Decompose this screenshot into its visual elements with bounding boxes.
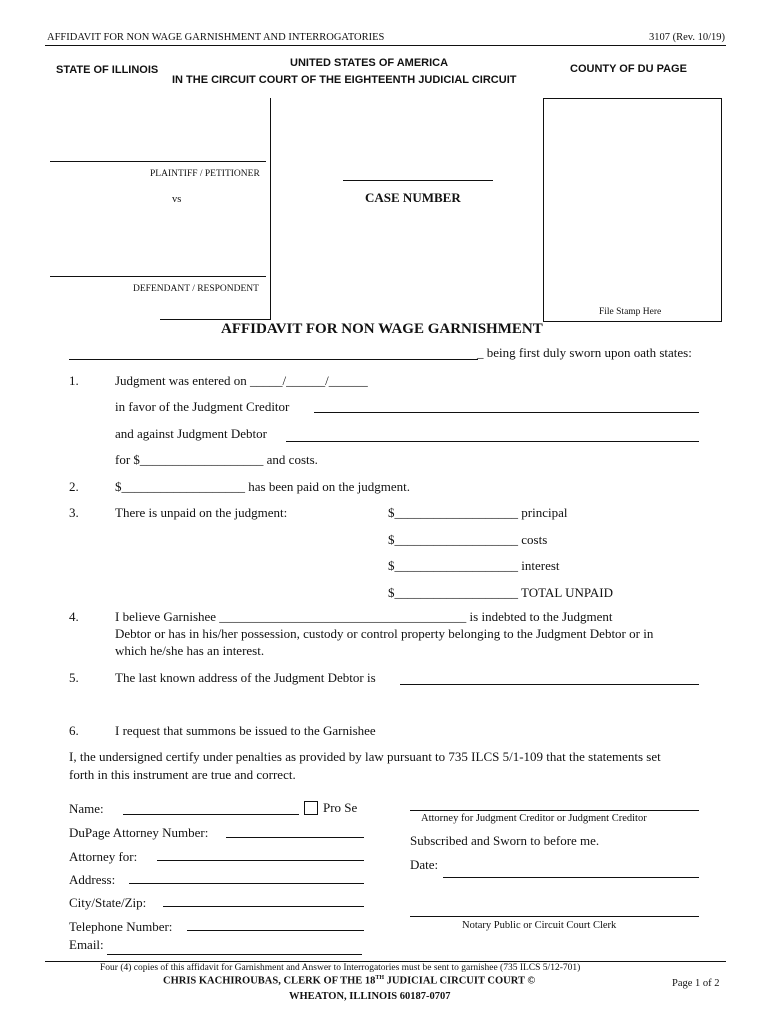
item-2-number: 2. bbox=[69, 479, 79, 494]
item-1-number: 1. bbox=[69, 373, 79, 388]
clerk-name bbox=[163, 975, 535, 987]
amount-paid-text: $___________________ has been paid on the judgment. bbox=[115, 479, 410, 494]
creditor-label: in favor of the Judgment Creditor bbox=[115, 399, 290, 414]
state-label: STATE OF ILLINOIS bbox=[56, 64, 159, 76]
copies-notice: Four (4) copies of this affidavit for Garnishment and Answer to Interrogatories must be sent to garnishee (735 ILCS 5/12-701) bbox=[100, 963, 581, 973]
pro-se-checkbox[interactable] bbox=[304, 801, 318, 815]
plaintiff-line[interactable] bbox=[50, 161, 266, 162]
interest-field[interactable]: $___________________ interest bbox=[388, 558, 560, 573]
defendant-caption: DEFENDANT / RESPONDENT bbox=[133, 284, 259, 294]
name-label: Name: bbox=[69, 801, 104, 816]
item-6-number: 6. bbox=[69, 723, 79, 738]
debtor-field[interactable] bbox=[286, 441, 699, 442]
pro-se-label: Pro Se bbox=[323, 800, 358, 815]
attorney-signature-line[interactable] bbox=[410, 810, 699, 811]
notary-caption: Notary Public or Circuit Court Clerk bbox=[462, 920, 617, 931]
case-number-label: CASE NUMBER bbox=[365, 190, 461, 205]
date-label: Date: bbox=[410, 857, 439, 872]
document-title: AFFIDAVIT FOR NON WAGE GARNISHMENT bbox=[221, 321, 543, 337]
subscribed-text: Subscribed and Sworn to before me. bbox=[410, 833, 600, 848]
footer-rule bbox=[45, 961, 726, 962]
form-title: AFFIDAVIT FOR NON WAGE GARNISHMENT AND INTERROGATORIES bbox=[47, 32, 385, 43]
affiant-name-line[interactable] bbox=[69, 359, 478, 360]
telephone-label: Telephone Number: bbox=[69, 919, 173, 934]
item-4-number: 4. bbox=[69, 609, 79, 624]
email-field[interactable] bbox=[107, 954, 362, 955]
vs-label: vs bbox=[172, 194, 182, 205]
attorney-number-label: DuPage Attorney Number: bbox=[69, 825, 209, 840]
caption-bottom-rule bbox=[160, 319, 271, 320]
notary-signature-line[interactable] bbox=[410, 916, 699, 917]
garnishee-text-line1: I believe Garnishee ______________________________________ is indebted to the Judgment bbox=[115, 609, 613, 624]
clerk-name-rest: JUDICIAL CIRCUIT COURT © bbox=[384, 975, 536, 987]
clerk-name-text: CHRIS KACHIROUBAS, CLERK OF THE 18 bbox=[163, 975, 376, 987]
summons-request: I request that summons be issued to the Garnishee bbox=[115, 723, 376, 738]
email-label: Email: bbox=[69, 937, 104, 952]
caption-divider bbox=[270, 98, 271, 320]
file-stamp-label: File Stamp Here bbox=[599, 307, 662, 317]
form-number: 3107 (Rev. 10/19) bbox=[648, 32, 725, 43]
item-3-number: 3. bbox=[69, 505, 79, 520]
header-rule bbox=[45, 45, 726, 46]
garnishee-text-line3: which he/she has an interest. bbox=[115, 643, 265, 658]
address-label: Address: bbox=[69, 872, 116, 887]
case-number-line[interactable] bbox=[343, 180, 493, 181]
item-5-number: 5. bbox=[69, 670, 79, 685]
judgment-amount-text: for $___________________ and costs. bbox=[115, 452, 318, 467]
court-label: IN THE CIRCUIT COURT OF THE EIGHTEENTH JUDICIAL CIRCUIT bbox=[172, 74, 517, 86]
attorney-number-field[interactable] bbox=[226, 837, 364, 838]
city-state-zip-label: City/State/Zip: bbox=[69, 895, 147, 910]
date-field[interactable] bbox=[443, 877, 699, 878]
attorney-for-field[interactable] bbox=[157, 860, 364, 861]
principal-field[interactable]: $___________________ principal bbox=[388, 505, 568, 520]
creditor-field[interactable] bbox=[314, 412, 699, 413]
country-label: UNITED STATES OF AMERICA bbox=[290, 57, 449, 69]
city-state-zip-field[interactable] bbox=[163, 906, 364, 907]
clerk-name-superscript: TH bbox=[375, 975, 385, 981]
defendant-line[interactable] bbox=[50, 276, 266, 277]
judgment-date-text: Judgment was entered on _____/______/______ bbox=[115, 373, 368, 388]
file-stamp-box bbox=[543, 98, 722, 322]
debtor-label: and against Judgment Debtor bbox=[115, 426, 267, 441]
attorney-for-label: Attorney for: bbox=[69, 849, 138, 864]
debtor-address-field[interactable] bbox=[400, 684, 699, 685]
address-field[interactable] bbox=[129, 883, 364, 884]
plaintiff-caption: PLAINTIFF / PETITIONER bbox=[150, 169, 260, 179]
unpaid-label: There is unpaid on the judgment: bbox=[115, 505, 288, 520]
name-field[interactable] bbox=[123, 814, 299, 815]
intro-text: _ being first duly sworn upon oath states: bbox=[477, 345, 692, 360]
total-unpaid-field[interactable]: $___________________ TOTAL UNPAID bbox=[388, 585, 614, 600]
attorney-signature-caption: Attorney for Judgment Creditor or Judgment Creditor bbox=[421, 813, 647, 824]
certification-line2: forth in this instrument are true and correct. bbox=[69, 767, 296, 782]
page-number: Page 1 of 2 bbox=[672, 978, 720, 989]
clerk-address: WHEATON, ILLINOIS 60187-0707 bbox=[289, 991, 451, 1002]
garnishee-text-line2: Debtor or has in his/her possession, custody or control property belonging to the Judgment Debtor or in bbox=[115, 626, 654, 641]
telephone-field[interactable] bbox=[187, 930, 364, 931]
certification-line1: I, the undersigned certify under penalties as provided by law pursuant to 735 ILCS 5/1-109 that the statements set bbox=[69, 749, 661, 764]
debtor-address-label: The last known address of the Judgment Debtor is bbox=[115, 670, 376, 685]
costs-field[interactable]: $___________________ costs bbox=[388, 532, 548, 547]
county-label: COUNTY OF DU PAGE bbox=[570, 63, 687, 75]
